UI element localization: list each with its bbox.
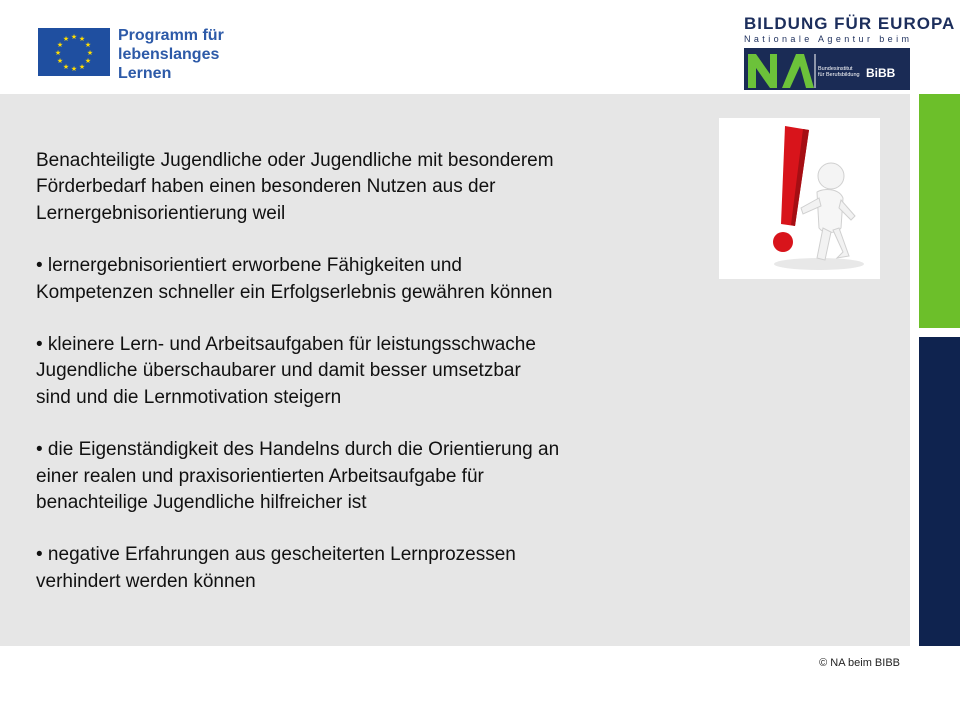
svg-text:★: ★ — [62, 63, 70, 71]
program-logo-line: Programm für — [118, 27, 224, 44]
svg-text:★: ★ — [86, 49, 94, 57]
svg-text:★: ★ — [62, 35, 70, 43]
svg-text:★: ★ — [84, 41, 92, 49]
bullet-line: Jugendliche überschaubarer und damit besser umsetzbar — [36, 360, 521, 382]
intro-line: Lernergebnisorientierung weil — [36, 202, 286, 224]
svg-text:★: ★ — [56, 57, 64, 65]
svg-text:★: ★ — [70, 65, 78, 73]
program-logo-line: lebenslanges — [118, 46, 220, 63]
navy-accent-bar — [919, 337, 960, 646]
svg-text:★: ★ — [54, 49, 62, 57]
bibb-institute-line: für Berufsbildung — [818, 72, 860, 78]
bullet-line: benachteilige Jugendliche hilfreicher ist — [36, 492, 367, 514]
bullet-line: • negative Erfahrungen aus gescheiterten Lernprozessen — [36, 544, 516, 566]
eu-flag-logo — [38, 28, 110, 76]
program-logo-text — [118, 26, 224, 83]
exclamation-figure-image — [719, 118, 880, 279]
eu-stars-icon — [38, 28, 110, 76]
green-accent-bar — [919, 94, 960, 328]
bibb-institute-text — [818, 66, 860, 78]
svg-text:★: ★ — [84, 57, 92, 65]
slide-body-text — [36, 148, 716, 595]
svg-text:★: ★ — [78, 63, 86, 71]
bullet-line: einer realen und praxisorientierten Arbeitsaufgabe für — [36, 465, 484, 487]
bullet-line: sind und die Lernmotivation steigern — [36, 386, 342, 408]
bullet-line: Kompetenzen schneller ein Erfolgserlebnis gewähren können — [36, 281, 553, 303]
intro-line: Förderbedarf haben einen besonderen Nutzen aus der — [36, 176, 496, 198]
svg-text:★: ★ — [70, 33, 78, 41]
bibb-institute-line: Bundesinstitut — [818, 66, 853, 72]
bullet-line: • lernergebnisorientiert erworbene Fähigkeiten und — [36, 255, 462, 277]
copyright-note: © NA beim BIBB — [819, 657, 900, 669]
svg-text:★: ★ — [56, 41, 64, 49]
intro-line: Benachteiligte Jugendliche oder Jugendliche mit besonderem — [36, 150, 554, 171]
agency-title: BILDUNG FÜR EUROPA — [744, 14, 956, 33]
exclamation-person-icon — [719, 118, 880, 279]
bullet-line: • kleinere Lern- und Arbeitsaufgaben für leistungsschwache — [36, 334, 536, 356]
program-logo-line: Lernen — [118, 65, 172, 82]
bibb-mark: BiBB — [866, 66, 896, 80]
agency-subtitle: Nationale Agentur beim — [744, 34, 913, 44]
bullet-line: verhindert werden können — [36, 570, 256, 592]
bullet-line: • die Eigenständigkeit des Handelns durch die Orientierung an — [36, 439, 560, 461]
svg-text:★: ★ — [78, 35, 86, 43]
